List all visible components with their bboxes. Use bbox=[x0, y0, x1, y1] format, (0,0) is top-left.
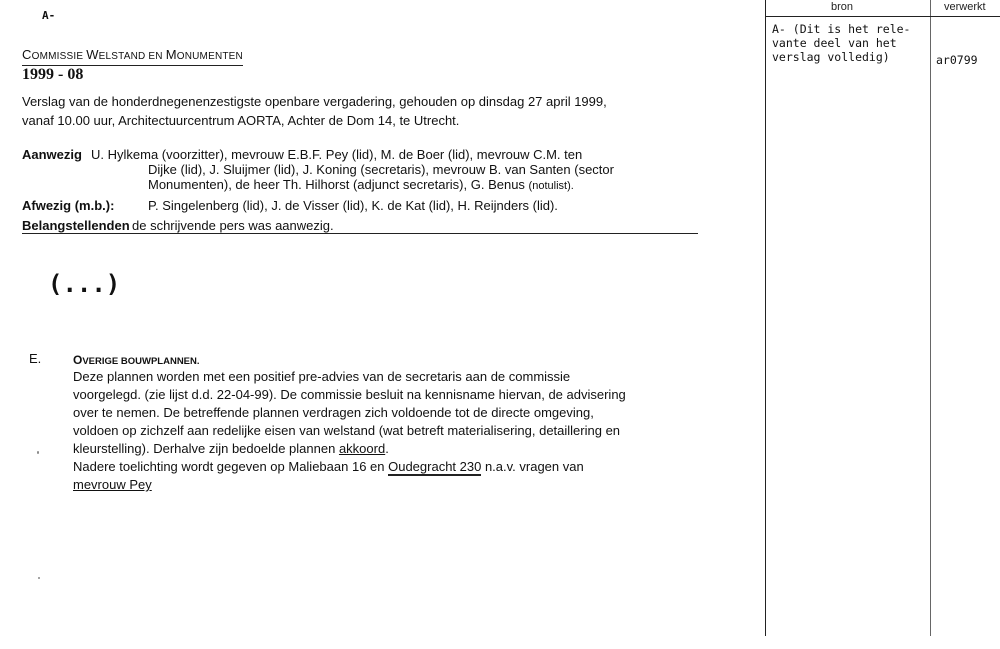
omission-marker: (...) bbox=[48, 270, 121, 298]
section-body-line: voorgelegd. (zie lijst d.d. 22-04-99). De commissie besluit na kennisname hiervan, de advisering bbox=[73, 387, 626, 402]
section-letter: E. bbox=[29, 351, 42, 366]
section-title bbox=[73, 351, 200, 369]
org-title-initial: C bbox=[22, 47, 32, 62]
section-body-line bbox=[73, 441, 389, 456]
intro-paragraph bbox=[22, 93, 607, 130]
present-label: Aanwezig bbox=[22, 147, 82, 162]
section-body-line: over te nemen. De betreffende plannen verdragen zich voldoende tot de directe omgeving, bbox=[73, 405, 594, 420]
section-body-line bbox=[73, 459, 584, 474]
present-line-role: (notulist). bbox=[528, 180, 574, 192]
section-body-line bbox=[73, 477, 152, 492]
section-body-line: Deze plannen worden met een positief pre-advies van de secretaris aan de commissie bbox=[73, 369, 571, 384]
underlined-name: mevrouw Pey bbox=[73, 477, 152, 492]
section-title-rest: VERIGE BOUWPLANNEN. bbox=[82, 356, 200, 367]
body-text: . bbox=[385, 441, 389, 456]
underlined-word-akkoord: akkoord bbox=[338, 441, 386, 456]
absent-label: Afwezig (m.b.): bbox=[22, 198, 115, 213]
org-title-initial: M bbox=[165, 47, 177, 62]
interested-text: de schrijvende pers was aanwezig. bbox=[132, 218, 334, 233]
scan-speck bbox=[37, 451, 39, 454]
section-title-initial: O bbox=[73, 353, 83, 367]
table-header-rule bbox=[765, 16, 1000, 17]
intro-line: Verslag van de honderdnegenenzestigste openbare vergadering, gehouden op dinsdag 27 april 1999, bbox=[22, 94, 607, 109]
present-line-text: Monumenten), de heer Th. Hilhorst (adjunct secretaris), G. Benus bbox=[148, 177, 529, 192]
present-line: Dijke (lid), J. Sluijmer (lid), J. Koning (secretaris), mevrouw B. van Santen (sector bbox=[148, 162, 614, 177]
present-line: U. Hylkema (voorzitter), mevrouw E.B.F. Pey (lid), M. de Boer (lid), mevrouw C.M. ten bbox=[91, 147, 583, 162]
table-column-divider bbox=[930, 0, 931, 636]
section-divider bbox=[22, 233, 698, 234]
meeting-number: 1999 - 08 bbox=[22, 66, 84, 83]
org-title-initial: W bbox=[86, 47, 99, 62]
section-body-line: voldoen op zichzelf aan redelijke eisen van welstand (wat betreft materialisering, detaillering en bbox=[73, 423, 621, 438]
bron-cell: A- (Dit is het rele- vante deel van het verslag volledig) bbox=[772, 22, 911, 64]
absent-text: P. Singelenberg (lid), J. de Visser (lid), K. de Kat (lid), H. Reijnders (lid). bbox=[148, 198, 558, 213]
org-title-rest: OMMISSIE bbox=[31, 51, 87, 62]
page-marker: A- bbox=[42, 9, 56, 22]
underlined-address: Oudegracht 230 bbox=[388, 459, 482, 474]
body-text: n.a.v. vragen van bbox=[481, 459, 584, 474]
body-text: kleurstelling). Derhalve zijn bedoelde plannen bbox=[73, 441, 339, 456]
table-border-left bbox=[765, 0, 766, 636]
column-header-verwerkt: verwerkt bbox=[944, 1, 986, 13]
column-header-bron: bron bbox=[831, 1, 854, 13]
body-text: Nadere toelichting wordt gegeven op Maliebaan 16 en bbox=[73, 459, 389, 474]
intro-line: vanaf 10.00 uur, Architectuurcentrum AORTA, Achter de Dom 14, te Utrecht. bbox=[22, 112, 460, 128]
organization-title bbox=[22, 48, 243, 66]
present-line bbox=[148, 177, 574, 192]
interested-label: Belangstellenden bbox=[22, 218, 130, 233]
scan-speck bbox=[38, 577, 40, 579]
verwerkt-cell: ar0799 bbox=[936, 53, 978, 67]
org-title-rest: ONUMENTEN bbox=[176, 51, 243, 62]
org-title-rest: ELSTAND EN bbox=[98, 51, 166, 62]
